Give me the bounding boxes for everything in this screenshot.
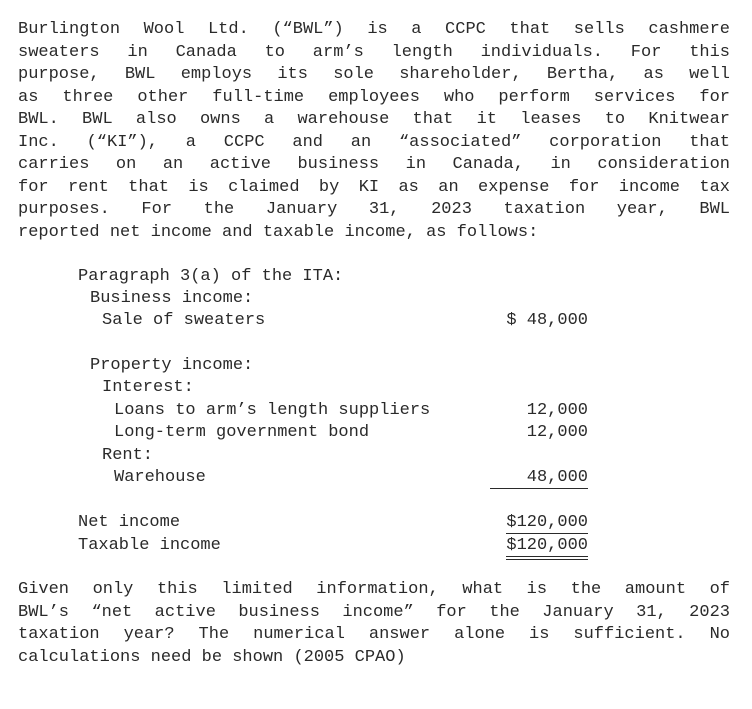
intro-line: reported net income and taxable income, as follows: (18, 222, 539, 242)
intro-line: for rent that is claimed by KI as an expense for income tax (18, 177, 730, 197)
statement-heading: Paragraph 3(a) of the ITA: (78, 267, 344, 286)
net-income-amount: $120,000 (506, 513, 588, 532)
intro-line: carries on an active business in Canada, in consideration (18, 155, 730, 174)
question-line: calculations need be shown (2005 CPAO) (18, 647, 406, 667)
question-line: taxation year? The numerical answer alone is sufficient. No (18, 625, 730, 644)
rent-label: Rent: (102, 446, 154, 465)
bond-label: Long-term government bond (114, 423, 370, 442)
subtotal-rule (490, 488, 588, 489)
intro-line: purpose, BWL employs its sole shareholder, Bertha, as well (18, 65, 730, 84)
warehouse-amount: 48,000 (526, 468, 588, 487)
interest-label: Interest: (102, 378, 194, 397)
loans-label: Loans to arm’s length suppliers (114, 401, 431, 420)
business-income-label: Business income: (90, 289, 254, 308)
intro-line: Burlington Wool Ltd. (“BWL”) is a CCPC that sells cashmere (18, 20, 730, 39)
intro-line: sweaters in Canada to arm’s length individuals. For this (18, 42, 730, 62)
sale-of-sweaters-amount: $ 48,000 (506, 311, 588, 330)
question-paragraph (18, 579, 730, 669)
intro-line: as three other full-time employees who perform services for (18, 87, 730, 107)
taxable-income-label: Taxable income (78, 536, 221, 555)
taxable-income-amount: $120,000 (506, 535, 588, 558)
question-line: BWL’s “net active business income” for the January 31, 2023 (18, 602, 730, 622)
intro-line: Inc. (“KI”), a CCPC and an “associated” corporation that (18, 132, 730, 152)
question-line: Given only this limited information, what is the amount of (18, 580, 730, 599)
sale-of-sweaters-label: Sale of sweaters (102, 311, 266, 330)
bond-amount: 12,000 (526, 423, 588, 442)
property-income-label: Property income: (90, 356, 254, 375)
intro-line: purposes. For the January 31, 2023 taxation year, BWL (18, 200, 730, 219)
intro-line: BWL. BWL also owns a warehouse that it leases to Knitwear (18, 110, 730, 129)
warehouse-label: Warehouse (114, 468, 206, 487)
loans-amount: 12,000 (526, 401, 588, 420)
intro-paragraph (18, 19, 730, 244)
net-income-label: Net income (78, 513, 181, 532)
